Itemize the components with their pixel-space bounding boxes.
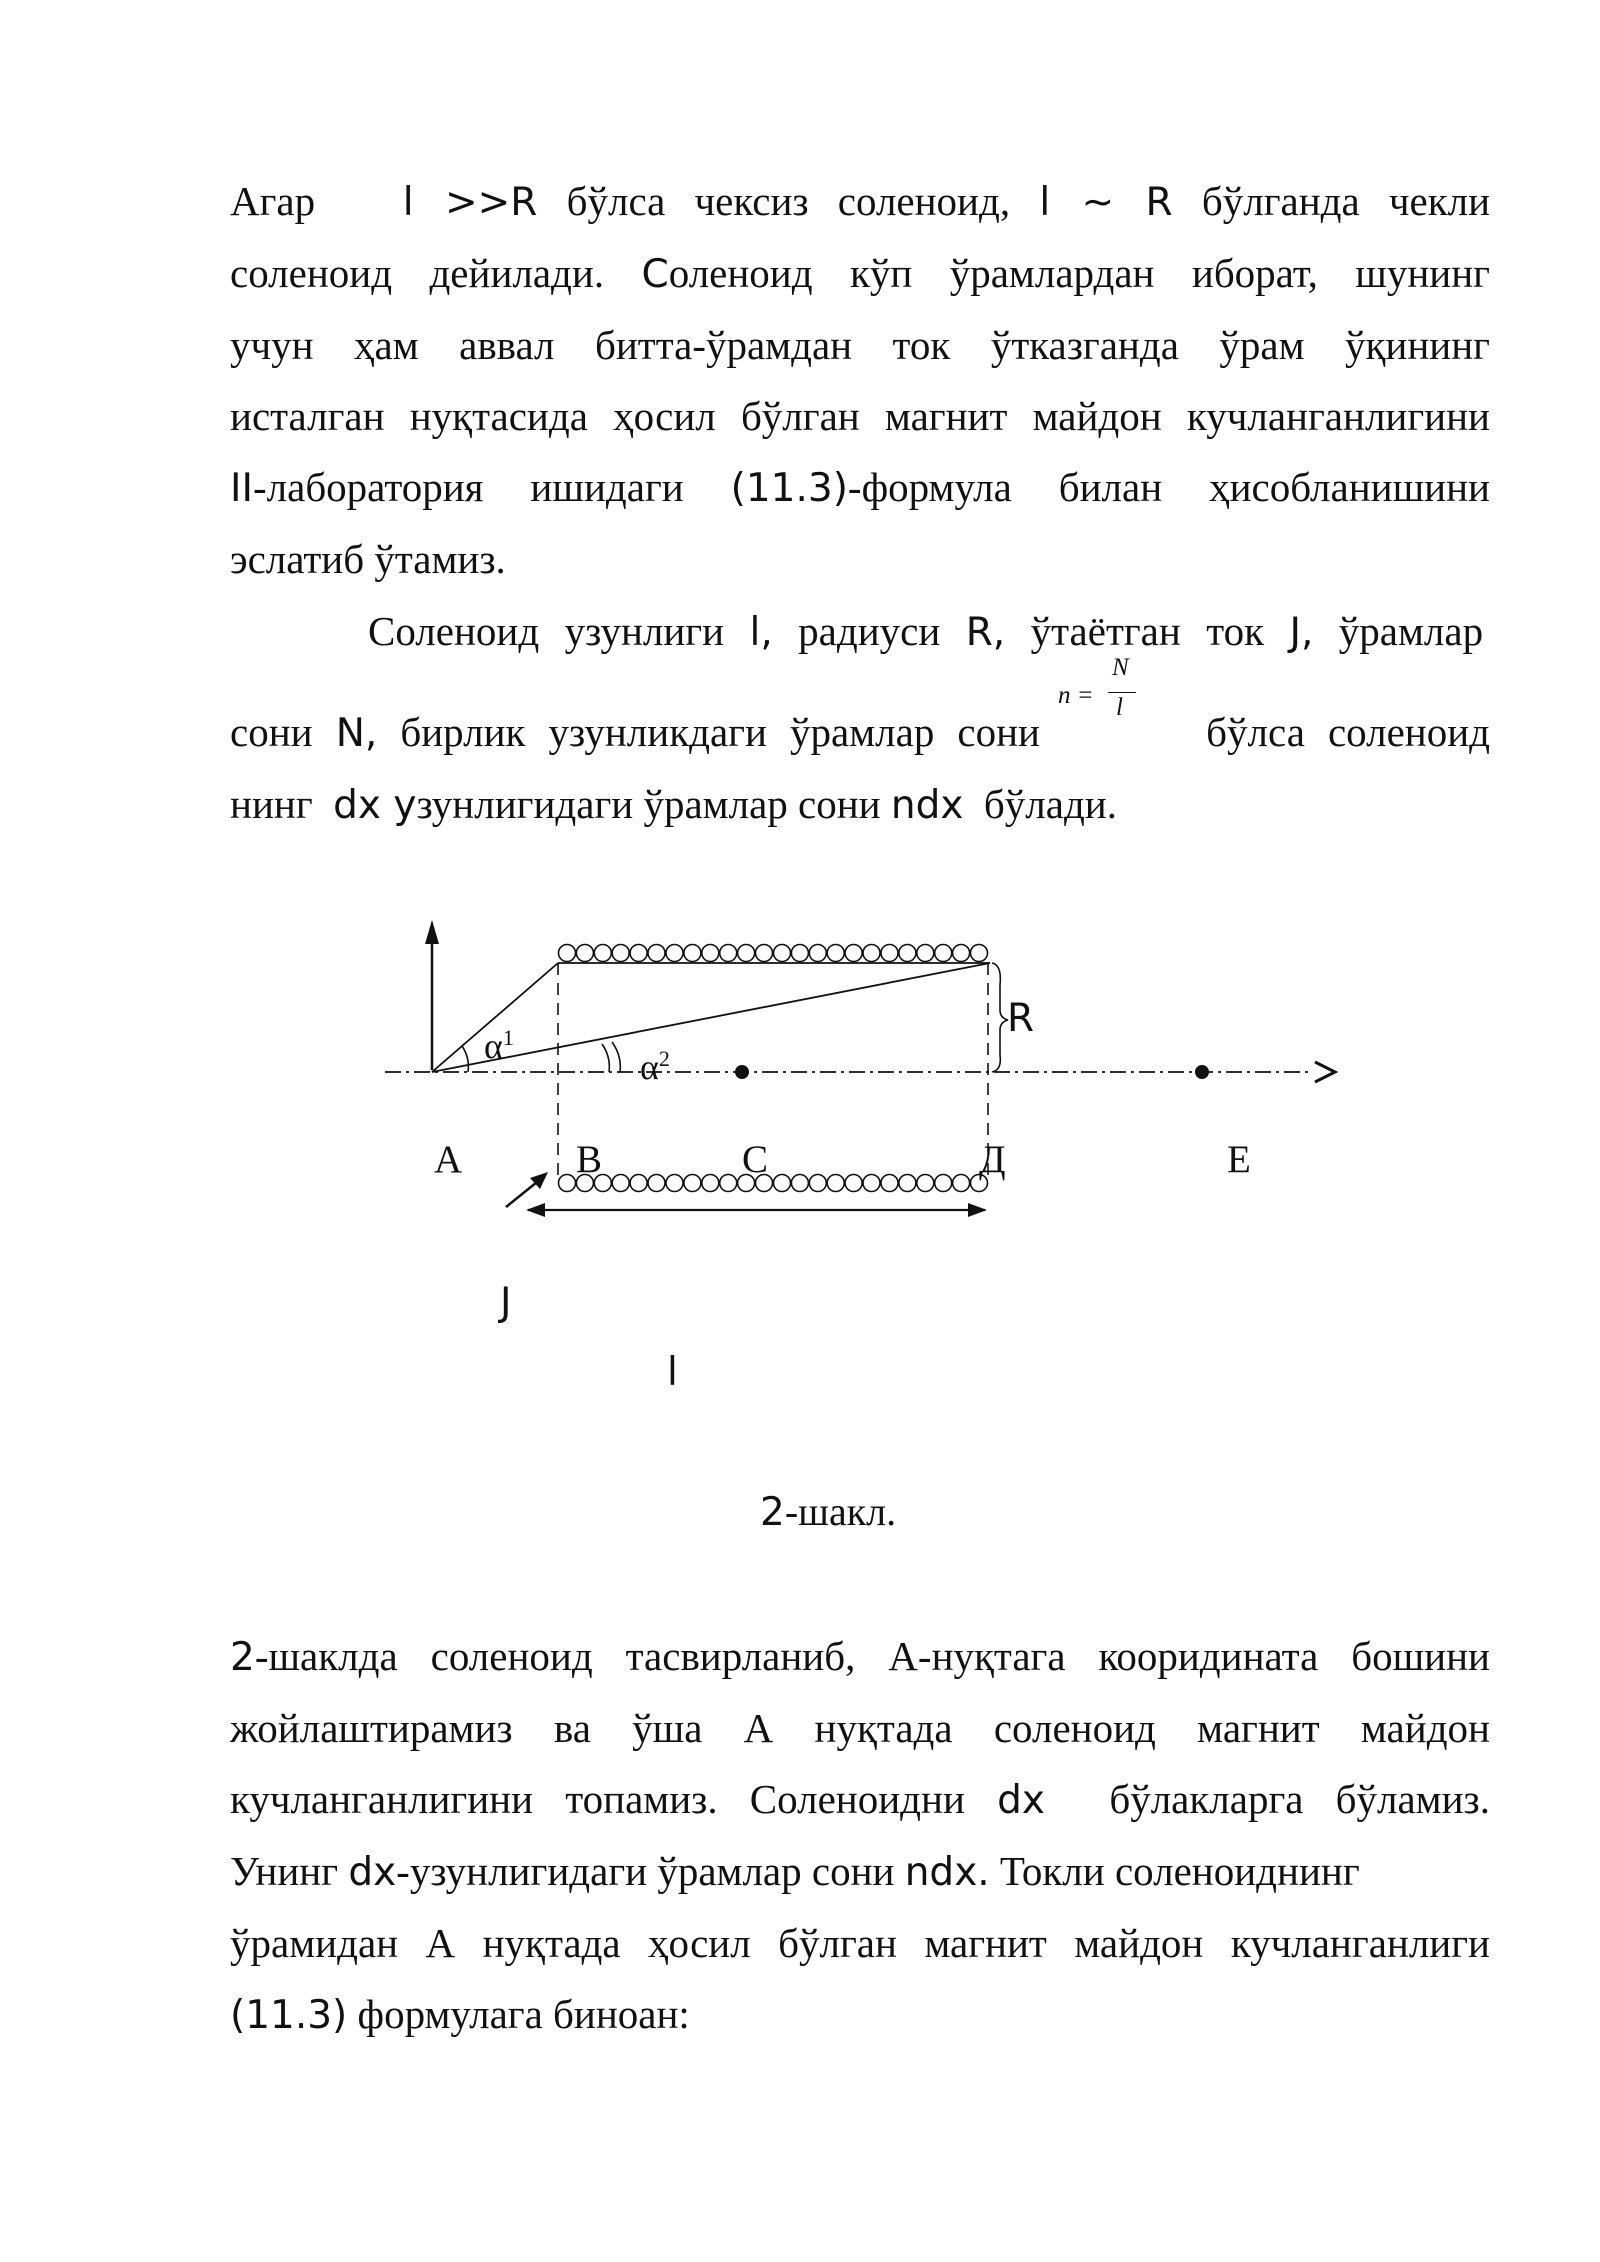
text-run: -шаклда соленоид тасвирланиб, А-нуқтага кооридината бошини [254, 1633, 1490, 1679]
coil-turn [827, 1175, 844, 1192]
coil-turn [845, 945, 862, 962]
coil-turn [863, 945, 880, 962]
text-run: сони [230, 709, 313, 755]
text-run: бўлганда чекли [1201, 178, 1491, 224]
coil-turn [612, 945, 629, 962]
text-run: оленоид кўп ўрамлардан иборат, шунинг [668, 250, 1491, 296]
coil-turn [881, 1175, 898, 1192]
text-line: ўрамидан А нуқтада ҳосил бўлган магнит майдон кучланганлиги [230, 1920, 1490, 1966]
text-run: Соленоид узунлиги [368, 608, 725, 654]
text-run: Токли соленоиднинг [999, 1848, 1360, 1894]
coil-turn [863, 1175, 880, 1192]
coil-turn [809, 945, 826, 962]
text-run: бўлса соленоид [1206, 709, 1491, 755]
coil-turn [935, 945, 952, 962]
math-run: dx [348, 1850, 397, 1895]
length-arrow-left-head [526, 1203, 545, 1217]
text-line: жойлаштирамиз ва ўша А нуқтада соленоид магнит майдон [230, 1705, 1490, 1751]
coil-turn [576, 945, 593, 962]
coil-turn [899, 1175, 916, 1192]
text-run: бўлакларга бўламиз. [1109, 1776, 1491, 1822]
coil-turn [971, 945, 988, 962]
paragraph-method [230, 1621, 1490, 2051]
coil-turn [684, 945, 701, 962]
point-e-dot [1195, 1065, 1209, 1079]
formula-denominator: l [1116, 694, 1123, 721]
text-run: бирлик узунликдаги ўрамлар сони [400, 709, 1040, 755]
coil-turn [630, 945, 647, 962]
coil-turn [774, 1175, 791, 1192]
text-run: С [641, 252, 669, 297]
math-run: 2 [230, 1635, 255, 1680]
text-run: зунлигидаги ўрамлар сони [416, 781, 881, 827]
math-run: l >>R [402, 180, 538, 225]
coil-turn [720, 1175, 737, 1192]
text-line: эслатиб ўтамиз. [230, 536, 506, 582]
angle-arc-alpha2-inner [602, 1044, 609, 1072]
text-run: нинг [230, 781, 313, 827]
coil-turn [648, 945, 665, 962]
coil-turn [738, 945, 755, 962]
label-length: l [667, 1350, 678, 1395]
coil-turn [953, 945, 970, 962]
coil-row-bottom [559, 1175, 988, 1192]
angle-arc-alpha1 [462, 1046, 468, 1072]
label-alpha2: $\alpha^2$ [640, 1046, 670, 1087]
point-c-dot [735, 1065, 749, 1079]
text-line [230, 1979, 1490, 2051]
label-point-d: Д [979, 1138, 1006, 1181]
text-line: учун ҳам аввал битта-ўрамдан ток ўтказганда ўрам ўқининг [230, 322, 1490, 368]
coil-turn [648, 1175, 665, 1192]
coil-turn [827, 945, 844, 962]
coil-turn [881, 945, 898, 962]
length-arrow-right-head [968, 1203, 987, 1217]
coil-row-top [559, 945, 988, 962]
math-run: ndx [890, 783, 964, 828]
text-line [230, 1764, 1490, 1836]
text-run: -узунлигидаги ўрамлар сони [396, 1848, 895, 1894]
coil-turn [559, 1175, 576, 1192]
coil-turn [917, 945, 934, 962]
coil-turn [774, 945, 791, 962]
math-run: l ~ R [1039, 180, 1173, 225]
coil-turn [666, 945, 683, 962]
y-axis-arrowhead [425, 920, 439, 944]
radius-brace [992, 963, 1008, 1072]
math-run: R, [965, 610, 1006, 655]
label-current: J [500, 1280, 512, 1325]
coil-turn [630, 1175, 647, 1192]
text-run: Унинг [230, 1848, 339, 1894]
coil-turn [559, 945, 576, 962]
label-point-c: С [742, 1138, 769, 1181]
coil-turn [809, 1175, 826, 1192]
math-run: II [230, 466, 254, 511]
math-run: (11.3) [230, 1993, 348, 2038]
math-run: (11.3) [730, 466, 848, 511]
ray-to-d-top [432, 963, 990, 1072]
coil-turn [594, 945, 611, 962]
math-run: dx у [333, 783, 417, 828]
math-run: dx [997, 1778, 1045, 1823]
label-radius: R [1007, 996, 1035, 1041]
text-run: бўлса чексиз соленоид, [566, 178, 1011, 224]
coil-turn [702, 1175, 719, 1192]
coil-turn [720, 945, 737, 962]
label-point-e: Е [1227, 1138, 1251, 1181]
text-line: исталган нуқтасида ҳосил бўлган магнит майдон кучланганлигини [230, 393, 1490, 439]
coil-turn [953, 1175, 970, 1192]
coil-turn [917, 1175, 934, 1192]
coil-turn [666, 1175, 683, 1192]
label-alpha1: $\alpha^1$ [484, 1025, 514, 1066]
label-point-a: А [434, 1138, 463, 1181]
text-run: соленоид дейилади. [230, 250, 605, 296]
text-run: -формула билан ҳисобланишини [847, 464, 1490, 510]
coil-turn [684, 1175, 701, 1192]
figure-caption: 2-шакл. [760, 1489, 897, 1535]
text-line [230, 1621, 1490, 1693]
x-axis-arrowhead [1315, 1062, 1335, 1082]
text-run: формулага биноан: [357, 1991, 690, 2037]
coil-turn [845, 1175, 862, 1192]
math-run: N, [335, 711, 378, 756]
formula-lhs: n = [1058, 682, 1094, 709]
coil-turn [612, 1175, 629, 1192]
text-run: Агар [230, 178, 316, 224]
formula-numerator: N [1112, 654, 1129, 681]
coil-turn [702, 945, 719, 962]
text-run: ўтаётган ток [1030, 608, 1265, 654]
text-run: радиуси [798, 608, 941, 654]
math-run: l, [749, 610, 773, 655]
text-run: кучланганлигини топамиз. Соленоидни [230, 1776, 965, 1822]
text-run: -лаборатория ишидаги [253, 464, 684, 510]
text-run: ўрамлар [1338, 608, 1484, 654]
label-point-b: В [576, 1138, 603, 1181]
coil-turn [756, 945, 773, 962]
text-run: бўлади. [983, 781, 1117, 827]
text-line [230, 1836, 1475, 1908]
math-run: J, [1289, 610, 1314, 655]
coil-turn [791, 1175, 808, 1192]
math-run: ndx. [904, 1850, 990, 1895]
angle-arc-alpha2-outer [612, 1042, 620, 1072]
coil-turn [935, 1175, 952, 1192]
coil-turn [899, 945, 916, 962]
coil-turn [791, 945, 808, 962]
